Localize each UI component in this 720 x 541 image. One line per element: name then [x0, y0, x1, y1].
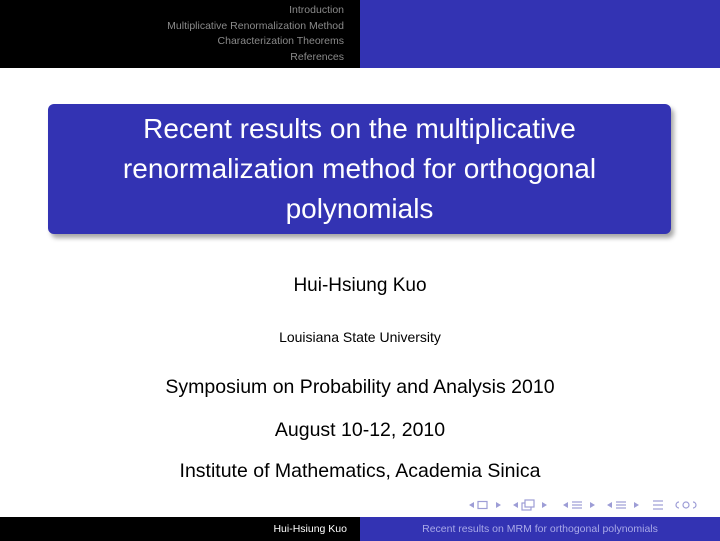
nav-item-introduction[interactable]: Introduction	[289, 4, 344, 16]
event-name: Symposium on Probability and Analysis 2010	[165, 376, 555, 398]
footer-title-panel	[360, 517, 720, 541]
event-venue: Institute of Mathematics, Academia Sinica	[179, 460, 541, 482]
event-date: August 10-12, 2010	[274, 419, 446, 441]
nav-item-references[interactable]: References	[290, 50, 344, 63]
title-block	[48, 104, 671, 234]
footer-author-panel	[0, 517, 360, 541]
institute-name: Louisiana State University	[279, 329, 441, 345]
navigation-symbols	[466, 498, 702, 512]
appendix-icon[interactable]	[648, 498, 670, 512]
frame-navigation-icon[interactable]	[466, 498, 510, 512]
header-nav-panel	[0, 0, 360, 68]
section-navigation	[167, 3, 344, 65]
footer-short-title: Recent results on MRM for orthogonal polynomials	[422, 523, 658, 535]
section-navigation-icon[interactable]	[560, 498, 604, 512]
subsection-navigation-icon[interactable]	[510, 498, 560, 512]
author-name: Hui-Hsiung Kuo	[293, 275, 427, 296]
slide-footer	[0, 517, 720, 541]
nav-item-characterization[interactable]: Characterization Theorems	[217, 35, 344, 47]
slide-title: Recent results on the multiplicative renormalization method for orthogonal polynomials	[122, 113, 597, 224]
footer-author: Hui-Hsiung Kuo	[273, 523, 347, 535]
search-icon[interactable]	[670, 498, 702, 512]
header-accent-panel	[360, 0, 720, 68]
nav-item-mrm[interactable]: Multiplicative Renormalization Method	[167, 19, 344, 32]
slide-header	[0, 0, 720, 68]
document-navigation-icon[interactable]	[604, 498, 648, 512]
